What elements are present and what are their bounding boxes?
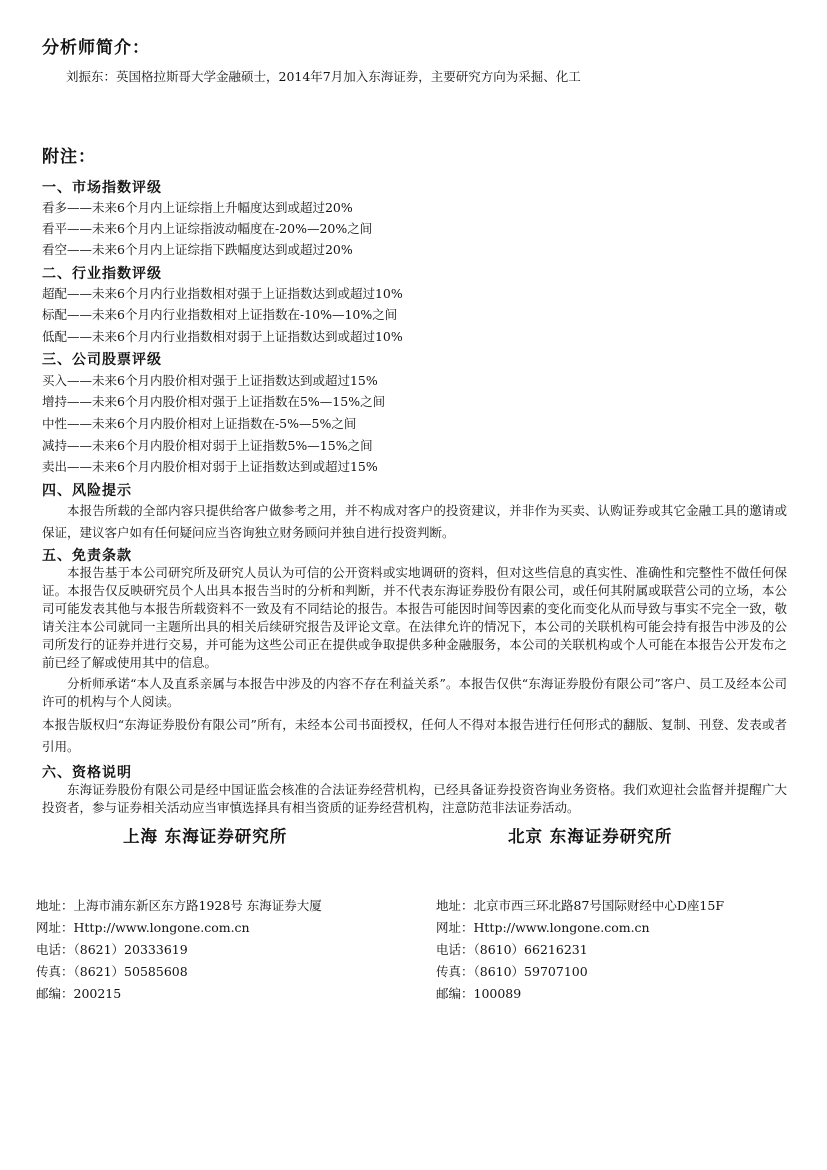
beijing-fax: 传真：（8610）59707100 [436,964,588,979]
stock-rating-item: 中性——未来6个月内股价相对上证指数在-5%—5%之间 [42,416,357,431]
shanghai-website[interactable]: 网址：Http://www.longone.com.cn [36,920,250,935]
disclaimer-paragraph: 分析师承诺“本人及直系亲属与本报告中涉及的内容不存在利益关系”。本报告仅供“东海证券股份有限公司”客户、员工及经本公司许可的机构与个人阅读。 [42,676,787,709]
notes-heading: 附注： [42,147,96,167]
industry-rating-item: 低配——未来6个月内行业指数相对弱于上证指数达到或超过10% [42,329,403,344]
qualification-text [42,781,787,817]
shanghai-phone: 电话：（8621）20333619 [36,942,188,957]
shanghai-office-title: 上海 东海证券研究所 [123,827,288,846]
beijing-phone: 电话：（8610）66216231 [436,942,588,957]
stock-rating-item: 减持——未来6个月内股价相对弱于上证指数5%—15%之间 [42,438,373,453]
qualification-title: 六、资格说明 [42,765,132,781]
qualification-paragraph: 东海证券股份有限公司是经中国证监会核准的合法证券经营机构，已经具备证券投资咨询业务资格。我们欢迎社会监督并提醒广大投资者，参与证券相关活动应当审慎选择具有相当资质的证券经营机构，注意防范非法证券活动。 [42,782,787,815]
beijing-website[interactable]: 网址：Http://www.longone.com.cn [436,920,650,935]
beijing-address: 地址：北京市西三环北路87号国际财经中心D座15F [436,898,725,913]
analyst-heading: 分析师简介： [42,38,150,58]
analyst-bio: 刘振东：英国格拉斯哥大学金融硕士，2014年7月加入东海证券，主要研究方向为采掘、化工 [66,69,581,84]
disclaimer-text [42,564,787,758]
disclaimer-paragraph: 本报告版权归“东海证券股份有限公司”所有，未经本公司书面授权，任何人不得对本报告进行任何形式的翻版、复制、刊登、发表或者引用。 [42,717,787,754]
shanghai-address: 地址：上海市浦东新区东方路1928号 东海证券大厦 [36,898,322,913]
market-rating-item: 看平——未来6个月内上证综指波动幅度在-20%—20%之间 [42,221,373,236]
industry-rating-title: 二、行业指数评级 [42,266,162,282]
market-rating-item: 看多——未来6个月内上证综指上升幅度达到或超过20% [42,200,353,215]
industry-rating-item: 标配——未来6个月内行业指数相对上证指数在-10%—10%之间 [42,307,398,322]
market-rating-title: 一、市场指数评级 [42,180,162,196]
disclaimer-title: 五、免责条款 [42,548,132,564]
beijing-postcode: 邮编：100089 [436,986,522,1001]
risk-title: 四、风险提示 [42,483,132,499]
beijing-office-title: 北京 东海证券研究所 [508,827,673,846]
market-rating-item: 看空——未来6个月内上证综指下跌幅度达到或超过20% [42,242,353,257]
shanghai-fax: 传真：（8621）50585608 [36,964,188,979]
disclaimer-paragraph: 本报告基于本公司研究所及研究人员认为可信的公开资料或实地调研的资料，但对这些信息的真实性、准确性和完整性不做任何保证。本报告仅反映研究员个人出具本报告当时的分析和判断，并不代表东海证券股份有限公司，或任何其附属或联营公司的立场，本公司可能发表其他与本报告所载资料不一致及有不同结论的报告。本报告可能因时间等因素的变化而变化从而导致与事实不完全一致，敬请关注本公司就同一主题所出具的相关后续研究报告及评论文章。在法律允许的情况下，本公司的关联机构可能会持有报告中涉及的公司所发行的证券并进行交易，并可能为这些公司正在提供或争取提供多种金融服务，本公司的关联机构或个人可能在本报告公开发布之前已经了解或使用其中的信息。 [42,565,787,670]
shanghai-postcode: 邮编：200215 [36,986,122,1001]
risk-paragraph: 本报告所载的全部内容只提供给客户做参考之用，并不构成对客户的投资建议，并非作为买卖、认购证券或其它金融工具的邀请或保证，建议客户如有任何疑问应当咨询独立财务顾问并独自进行投资判断。 [42,503,787,540]
risk-text [42,500,787,544]
industry-rating-item: 超配——未来6个月内行业指数相对强于上证指数达到或超过10% [42,286,403,301]
stock-rating-title: 三、公司股票评级 [42,352,162,368]
stock-rating-item: 增持——未来6个月内股价相对强于上证指数在5%—15%之间 [42,394,386,409]
stock-rating-item: 卖出——未来6个月内股价相对弱于上证指数达到或超过15% [42,459,378,474]
stock-rating-item: 买入——未来6个月内股价相对强于上证指数达到或超过15% [42,373,378,388]
